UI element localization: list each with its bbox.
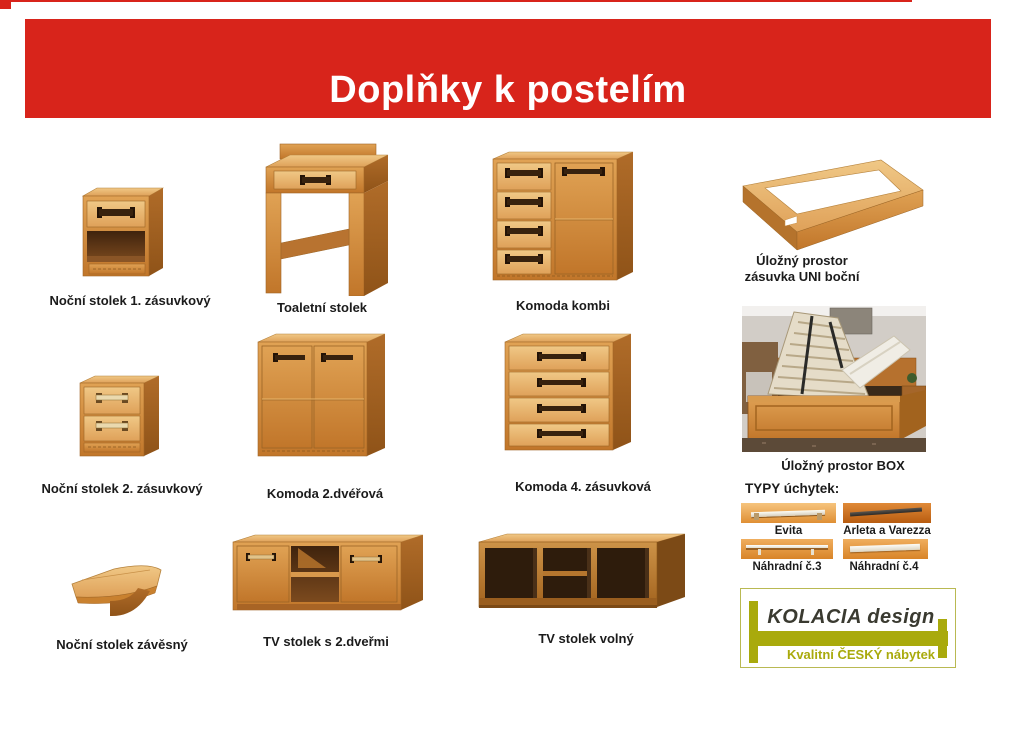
- print-mark-strip: [0, 0, 912, 2]
- caption-nocni-stolek-1: Noční stolek 1. zásuvkový: [49, 293, 211, 308]
- caption-uni-line1: Úložný prostor: [756, 253, 848, 268]
- logo-brand-text: KOLACIA design: [767, 606, 935, 628]
- two-door-dresser-illustration: [253, 327, 391, 464]
- handle-nahradni-3-image: [741, 539, 833, 559]
- storage-bed-photo: [742, 306, 926, 452]
- handle-arleta-varezza-image: [843, 503, 931, 523]
- caption-komoda-2dverova: Komoda 2.dvéřová: [266, 486, 384, 501]
- handle-label-nahradni-4: Náhradní č.4: [849, 561, 919, 573]
- header-banner: [25, 19, 991, 118]
- product-nocni-stolek-1: [78, 180, 168, 280]
- caption-komoda-4zasuvkova: Komoda 4. zásuvková: [515, 479, 651, 494]
- four-drawer-dresser-illustration: [500, 329, 636, 457]
- caption-ulozny-prostor-uni: [722, 253, 882, 285]
- caption-nocni-stolek-2: Noční stolek 2. zásuvkový: [41, 481, 203, 496]
- nightstand-2-drawer-illustration: [76, 370, 166, 458]
- page-title: Doplňky k postelím: [329, 69, 687, 111]
- product-tv-stolek-volny: [476, 527, 688, 619]
- handle-evita-image: [741, 503, 836, 523]
- product-ulozny-prostor-box: [742, 306, 926, 452]
- handle-label-nahradni-3: Náhradní č.3: [752, 561, 822, 573]
- handle-label-evita: Evita: [774, 525, 803, 537]
- dressing-table-illustration: [262, 143, 390, 296]
- handle-label-arleta-varezza: Arleta a Varezza: [843, 525, 931, 537]
- wall-mounted-nightstand-illustration: [62, 556, 172, 620]
- product-komoda-kombi: [488, 146, 638, 288]
- caption-uni-line2: zásuvka UNI boční: [744, 269, 860, 284]
- tv-stand-two-doors-illustration: [228, 528, 428, 620]
- product-nocni-stolek-zavesny: [62, 556, 172, 620]
- product-komoda-4zasuvkova: [500, 329, 636, 457]
- caption-nocni-stolek-zavesny: Noční stolek závěsný: [56, 637, 188, 652]
- caption-tv-stolek-volny: TV stolek volný: [538, 631, 634, 646]
- print-mark-corner: [0, 0, 11, 9]
- product-tv-stolek-2dvermi: [228, 528, 428, 620]
- caption-toaletni-stolek: Toaletní stolek: [276, 300, 368, 315]
- product-toaletni-stolek: [262, 143, 390, 296]
- product-komoda-2dverova: [253, 327, 391, 464]
- caption-komoda-kombi: Komoda kombi: [516, 298, 610, 313]
- handles-heading: TYPY úchytek:: [745, 481, 840, 496]
- product-ulozny-prostor-uni: [733, 152, 931, 252]
- kolacia-logo: [740, 588, 956, 668]
- tv-stand-open-illustration: [476, 527, 688, 619]
- logo-tagline-text: Kvalitní ČESKÝ nábytek: [786, 647, 936, 662]
- nightstand-1-drawer-illustration: [78, 180, 168, 280]
- handle-nahradni-4-image: [843, 539, 928, 559]
- caption-ulozny-prostor-box: Úložný prostor BOX: [781, 458, 905, 473]
- product-nocni-stolek-2: [76, 370, 166, 458]
- caption-tv-stolek-2dvermi: TV stolek s 2.dveřmi: [263, 634, 389, 649]
- combi-dresser-illustration: [488, 146, 638, 288]
- logo-bed-rail-bar: [749, 631, 948, 646]
- underbed-drawer-illustration: [733, 152, 931, 252]
